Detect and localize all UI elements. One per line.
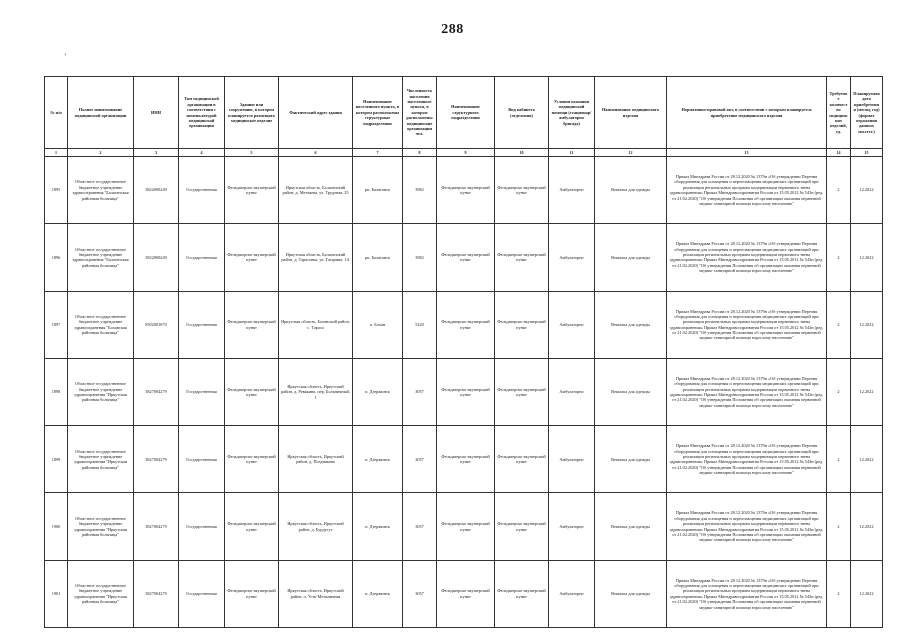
quantity: 2 (827, 493, 851, 560)
organization-name: Областное государственное бюджетное учреждение здравоохранения "Иркутская районная больница" (68, 560, 134, 627)
inn: 3822000249 (134, 157, 179, 224)
header-cell: Планируемая дата приобретения (месяц, год) (формат отражения данных мм.гггг.) (851, 77, 883, 149)
inn: 3822000249 (134, 224, 179, 291)
population: 3057 (403, 560, 437, 627)
building-type: Фельдшерско-акушерский пункт (225, 358, 279, 425)
building-type: Фельдшерско-акушерский пункт (225, 426, 279, 493)
header-cell: Зданию или сооружению, в котором планируется размещать медицинское изделие (225, 77, 279, 149)
organization-type: Государственная (179, 157, 225, 224)
quantity: 2 (827, 157, 851, 224)
purchase-date: 12.2022 (851, 224, 883, 291)
building-type: Фельдшерско-акушерский пункт (225, 291, 279, 358)
office-type: Фельдшерско-акушерский пункт (495, 493, 549, 560)
population: 3982 (403, 224, 437, 291)
organization-type: Государственная (179, 426, 225, 493)
care-conditions: Амбулаторно (549, 157, 595, 224)
population: 5220 (403, 291, 437, 358)
locality: п. Бохан (353, 291, 403, 358)
office-type: Фельдшерско-акушерский пункт (495, 426, 549, 493)
table-row (45, 426, 883, 493)
header-cell: Численность населения населенного пункта, в котором расположены медицинские организации чел. (403, 77, 437, 149)
care-conditions: Амбулаторно (549, 224, 595, 291)
office-type: Фельдшерско-акушерский пункт (495, 358, 549, 425)
office-type: Фельдшерско-акушерский пункт (495, 224, 549, 291)
organization-name: Областное государственное бюджетное учреждение здравоохранения "Балаганская районная больница" (68, 157, 134, 224)
building-type: Фельдшерско-акушерский пункт (225, 560, 279, 627)
address: Иркутская область, Иркутский район, д. Позднякова (279, 426, 353, 493)
organization-name: Областное государственное бюджетное учреждение здравоохранения "Боханская районная больница" (68, 291, 134, 358)
header-cell: Фактический адрес здания (279, 77, 353, 149)
locality: п. Дзержинск (353, 426, 403, 493)
address: Иркутская область, Иркутский район, д. Бурдугуз (279, 493, 353, 560)
column-number: 7 (353, 149, 403, 157)
device-name: Вешалка для одежды (595, 224, 667, 291)
row-number: 1899 (45, 426, 68, 493)
column-number: 12 (595, 149, 667, 157)
office-type: Фельдшерско-акушерский пункт (495, 560, 549, 627)
header-cell: Полное наименование медицинской организации (68, 77, 134, 149)
address: Иркутская область, Боханский район, с. Тараса (279, 291, 353, 358)
address: Иркутская область, Иркутский район, п. Усть-Мельничная (279, 560, 353, 627)
column-number: 15 (851, 149, 883, 157)
locality: п. Дзержинск (353, 493, 403, 560)
care-conditions: Амбулаторно (549, 560, 595, 627)
structural-unit: Фельдшерско-акушерский пункт (437, 291, 495, 358)
column-number: 10 (495, 149, 549, 157)
office-type: Фельдшерско-акушерский пункт (495, 157, 549, 224)
legal-act: Приказ Минздрава России от 28.12.2020 № 1379н «Об утверждении Перечня оборудования для оснащения и переоснащения медицинских организаций при реализации региональных программ модернизации первичного звена здравоохранения» Приказ Минздравсоцразвития России от 15.05.2012 № 543н (ред. от 21.02.2020) "Об утверждении Положения об организации оказания первичной медико-санитарной помощи взрослому населению" (667, 291, 827, 358)
inn: 8502001870 (134, 291, 179, 358)
quantity: 2 (827, 560, 851, 627)
column-number: 14 (827, 149, 851, 157)
address: Иркутская область, Балаганский район, д. Метляева, ул. Трудовая, 25 (279, 157, 353, 224)
purchase-date: 12.2022 (851, 560, 883, 627)
table-row (45, 358, 883, 425)
header-cell: Условия оказания медицинской помощи (стационар/амбулаторно бригада) (549, 77, 595, 149)
building-type: Фельдшерско-акушерский пункт (225, 493, 279, 560)
legal-act: Приказ Минздрава России от 28.12.2020 № 1379н «Об утверждении Перечня оборудования для оснащения и переоснащения медицинских организаций при реализации региональных программ модернизации первичного звена здравоохранения» Приказ Минздравсоцразвития России от 15.05.2012 № 543н (ред. от 21.02.2020) "Об утверждении Положения об организации оказания первичной медико-санитарной помощи взрослому населению" (667, 358, 827, 425)
device-name: Вешалка для одежды (595, 157, 667, 224)
population: 3057 (403, 358, 437, 425)
device-name: Вешалка для одежды (595, 493, 667, 560)
column-number: 8 (403, 149, 437, 157)
device-name: Вешалка для одежды (595, 358, 667, 425)
column-number: 6 (279, 149, 353, 157)
legal-act: Приказ Минздрава России от 28.12.2020 № 1379н «Об утверждении Перечня оборудования для оснащения и переоснащения медицинских организаций при реализации региональных программ модернизации первичного звена здравоохранения» Приказ Минздравсоцразвития России от 15.05.2012 № 543н (ред. от 21.02.2020) "Об утверждении Положения об организации оказания первичной медико-санитарной помощи взрослому населению" (667, 426, 827, 493)
quantity: 2 (827, 358, 851, 425)
structural-unit: Фельдшерско-акушерский пункт (437, 426, 495, 493)
structural-unit: Фельдшерско-акушерский пункт (437, 224, 495, 291)
column-number: 4 (179, 149, 225, 157)
quantity: 2 (827, 224, 851, 291)
population: 3982 (403, 157, 437, 224)
purchase-date: 12.2022 (851, 493, 883, 560)
column-number: 3 (134, 149, 179, 157)
locality: п. Дзержинск (353, 358, 403, 425)
organization-name: Областное государственное бюджетное учреждение здравоохранения "Иркутская районная больница" (68, 358, 134, 425)
organization-name: Областное государственное бюджетное учреждение здравоохранения "Балаганская районная больница" (68, 224, 134, 291)
care-conditions: Амбулаторно (549, 426, 595, 493)
column-number: 9 (437, 149, 495, 157)
table-row (45, 224, 883, 291)
purchase-date: 12.2022 (851, 291, 883, 358)
address: Иркутская область, Иркутский район, д. Ревякина, пер. Больничный, 1 (279, 358, 353, 425)
device-name: Вешалка для одежды (595, 291, 667, 358)
device-name: Вешалка для одежды (595, 560, 667, 627)
organization-type: Государственная (179, 358, 225, 425)
row-number: 1898 (45, 358, 68, 425)
legal-act: Приказ Минздрава России от 28.12.2020 № 1379н «Об утверждении Перечня оборудования для оснащения и переоснащения медицинских организаций при реализации региональных программ модернизации первичного звена здравоохранения» Приказ Минздравсоцразвития России от 15.05.2012 № 543н (ред. от 21.02.2020) "Об утверждении Положения об организации оказания первичной медико-санитарной помощи взрослому населению" (667, 493, 827, 560)
inn: 3827004279 (134, 426, 179, 493)
locality: п. Дзержинск (353, 560, 403, 627)
table-row (45, 291, 883, 358)
header-cell: Требуемое количество медицинских изделий, ед. (827, 77, 851, 149)
header-cell: Тип медицинской организации в соответствии с номенклатурой медицинской организации (179, 77, 225, 149)
header-cell: Вид кабинета (отделения) (495, 77, 549, 149)
building-type: Фельдшерско-акушерский пункт (225, 157, 279, 224)
organization-type: Государственная (179, 560, 225, 627)
organization-name: Областное государственное бюджетное учреждение здравоохранения "Иркутская районная больница" (68, 426, 134, 493)
organization-type: Государственная (179, 224, 225, 291)
header-cell: Наименование медицинского изделия (595, 77, 667, 149)
column-number-row (45, 149, 883, 157)
population: 3057 (403, 426, 437, 493)
column-number: 11 (549, 149, 595, 157)
purchase-date: 12.2022 (851, 157, 883, 224)
legal-act: Приказ Минздрава России от 28.12.2020 № 1379н «Об утверждении Перечня оборудования для оснащения и переоснащения медицинских организаций при реализации региональных программ модернизации первичного звена здравоохранения» Приказ Минздравсоцразвития России от 15.05.2012 № 543н (ред. от 21.02.2020) "Об утверждении Положения об организации оказания первичной медико-санитарной помощи взрослому населению" (667, 224, 827, 291)
column-number: 5 (225, 149, 279, 157)
page-number: 288 (441, 22, 464, 37)
building-type: Фельдшерско-акушерский пункт (225, 224, 279, 291)
scan-mark: ʼ (64, 52, 67, 61)
header-cell: Наименование населенного пункта, в котором расположены структурные подразделения (353, 77, 403, 149)
locality: рп. Балаганск (353, 224, 403, 291)
inn: 3827004279 (134, 493, 179, 560)
row-number: 1895 (45, 157, 68, 224)
care-conditions: Амбулаторно (549, 493, 595, 560)
organization-type: Государственная (179, 493, 225, 560)
row-number: 1897 (45, 291, 68, 358)
purchase-date: 12.2022 (851, 358, 883, 425)
quantity: 2 (827, 426, 851, 493)
equipment-registry-table (44, 76, 883, 628)
header-cell: ИНН (134, 77, 179, 149)
structural-unit: Фельдшерско-акушерский пункт (437, 493, 495, 560)
column-number: 2 (68, 149, 134, 157)
header-cell: № п/п (45, 77, 68, 149)
inn: 3827004279 (134, 560, 179, 627)
row-number: 1896 (45, 224, 68, 291)
header-cell: Нормативно-правовой акт, в соответствии с которым планируется приобретение медицинского изделия (667, 77, 827, 149)
address: Иркутская область, Балаганский район, д. Тарасовка, ул. Гагарина, 1А (279, 224, 353, 291)
table-row (45, 560, 883, 627)
care-conditions: Амбулаторно (549, 291, 595, 358)
care-conditions: Амбулаторно (549, 358, 595, 425)
row-number: 1900 (45, 493, 68, 560)
population: 3057 (403, 493, 437, 560)
structural-unit: Фельдшерско-акушерский пункт (437, 560, 495, 627)
legal-act: Приказ Минздрава России от 28.12.2020 № 1379н «Об утверждении Перечня оборудования для оснащения и переоснащения медицинских организаций при реализации региональных программ модернизации первичного звена здравоохранения» Приказ Минздравсоцразвития России от 15.05.2012 № 543н (ред. от 21.02.2020) "Об утверждении Положения об организации оказания первичной медико-санитарной помощи взрослому населению" (667, 560, 827, 627)
organization-type: Государственная (179, 291, 225, 358)
table-header-row (45, 77, 883, 149)
structural-unit: Фельдшерско-акушерский пункт (437, 157, 495, 224)
structural-unit: Фельдшерско-акушерский пункт (437, 358, 495, 425)
legal-act: Приказ Минздрава России от 28.12.2020 № 1379н «Об утверждении Перечня оборудования для оснащения и переоснащения медицинских организаций при реализации региональных программ модернизации первичного звена здравоохранения» Приказ Минздравсоцразвития России от 15.05.2012 № 543н (ред. от 21.02.2020) "Об утверждении Положения об организации оказания первичной медико-санитарной помощи взрослому населению" (667, 157, 827, 224)
row-number: 1901 (45, 560, 68, 627)
office-type: Фельдшерско-акушерский пункт (495, 291, 549, 358)
locality: рп. Балаганск (353, 157, 403, 224)
header-cell: Наименование структурного подразделения (437, 77, 495, 149)
device-name: Вешалка для одежды (595, 426, 667, 493)
organization-name: Областное государственное бюджетное учреждение здравоохранения "Иркутская районная больница" (68, 493, 134, 560)
column-number: 13 (667, 149, 827, 157)
quantity: 2 (827, 291, 851, 358)
table-row (45, 493, 883, 560)
table-row (45, 157, 883, 224)
column-number: 1 (45, 149, 68, 157)
purchase-date: 12.2022 (851, 426, 883, 493)
inn: 3827004279 (134, 358, 179, 425)
